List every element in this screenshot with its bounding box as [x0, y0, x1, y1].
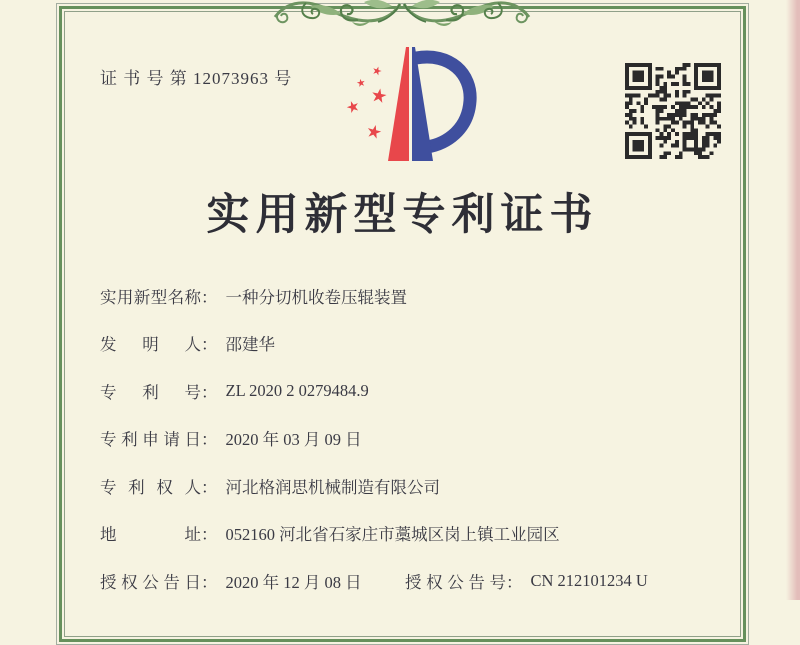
field-label: 授权公告日: [100, 572, 201, 592]
field-value: 2020 年 03 月 09 日: [225, 430, 362, 450]
field-row-filing-date: [100, 415, 740, 463]
certificate-number: 证 书 号 第 12073963 号: [100, 69, 293, 88]
field-value: 河北格润思机械制造有限公司: [225, 477, 440, 497]
field-label: 授权公告号: [405, 572, 506, 592]
qr-code: [625, 63, 721, 159]
cnipa-patent-logo-icon: [338, 44, 483, 169]
field-colon: ：: [201, 287, 218, 307]
field-label: 地址: [100, 525, 201, 545]
field-value: 一种分切机收卷压辊装置: [225, 287, 407, 307]
field-colon: ：: [506, 572, 523, 592]
field-colon: ：: [201, 382, 218, 402]
field-colon: ：: [201, 430, 218, 450]
field-value: 2020 年 12 月 08 日: [225, 572, 362, 592]
grant-number-pair: [405, 569, 648, 593]
field-colon: ：: [201, 572, 218, 592]
field-label: 专利申请日: [100, 430, 201, 450]
field-row-patentee: [100, 462, 740, 510]
field-row-patent-number: [100, 367, 740, 415]
field-label: 专利权人: [100, 477, 201, 497]
field-value: 052160 河北省石家庄市藁城区岗上镇工业园区: [225, 525, 560, 545]
field-colon: ：: [201, 477, 218, 497]
field-colon: ：: [201, 525, 218, 545]
field-row-utility-model-name: [100, 272, 740, 320]
field-row-address: [100, 510, 740, 558]
green-scroll-flourish-icon: [272, 0, 532, 28]
field-label: 发明人: [100, 335, 201, 355]
field-row-inventor: [100, 320, 740, 368]
field-label: 实用新型名称: [100, 287, 201, 307]
field-colon: ：: [201, 335, 218, 355]
scanned-paper-edge: [786, 0, 800, 600]
field-row-grant-date-and-number: [100, 557, 740, 605]
certificate-title: 实用新型专利证书: [206, 192, 599, 239]
field-label: 专利号: [100, 382, 201, 402]
certificate-fields: [100, 272, 740, 605]
field-value: CN 212101234 U: [530, 570, 648, 590]
field-value: 邵建华: [225, 335, 275, 355]
field-value: ZL 2020 2 0279484.9: [225, 380, 369, 400]
